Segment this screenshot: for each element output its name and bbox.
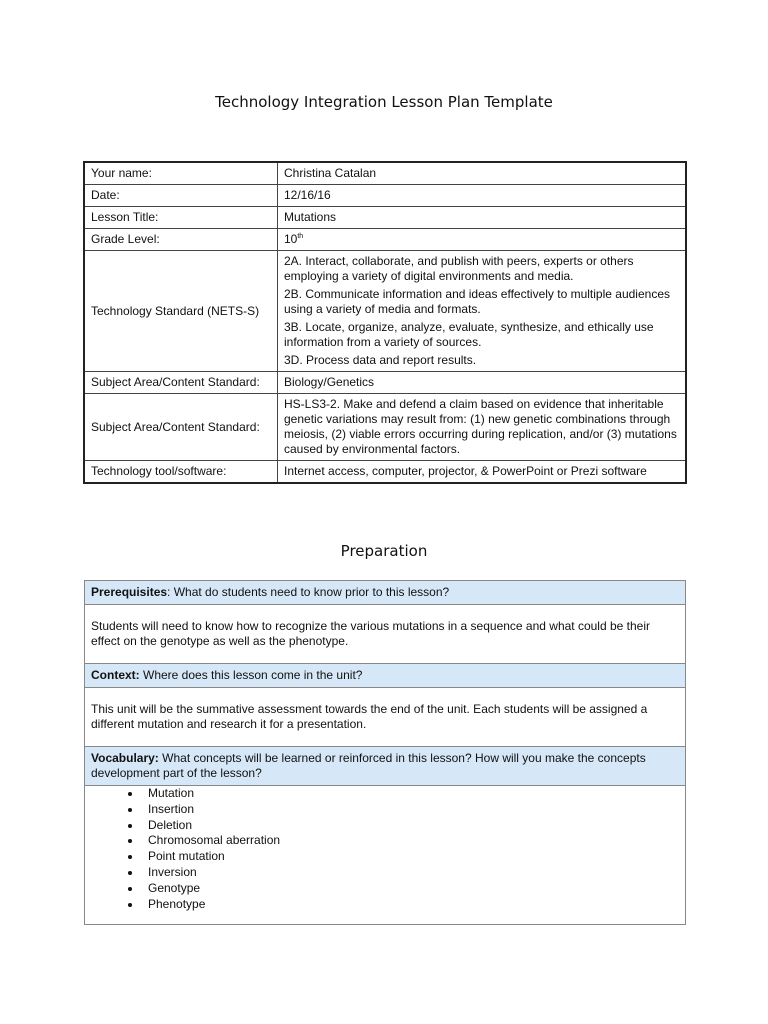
prerequisites-answer: Students will need to know how to recognize the various mutations in a sequence and what could be their effect on the genotype as well as the phenotype. — [85, 605, 686, 664]
table-row — [85, 605, 686, 664]
context-question: Where does this lesson come in the unit? — [139, 668, 363, 682]
tech-tool-value: Internet access, computer, projector, & PowerPoint or Prezi software — [278, 461, 687, 484]
vocabulary-list — [91, 786, 679, 912]
lesson-info-table — [83, 161, 687, 484]
list-item: • Insertion — [142, 802, 679, 818]
content-standard-label: Subject Area/Content Standard: — [84, 394, 278, 461]
table-row — [84, 461, 686, 484]
list-item: • Chromosomal aberration — [142, 833, 679, 849]
list-item: • Mutation — [142, 786, 679, 802]
table-row — [84, 394, 686, 461]
context-header — [85, 664, 686, 688]
table-row — [85, 688, 686, 747]
list-item: • Inversion — [142, 865, 679, 881]
date-label: Date: — [84, 185, 278, 207]
tech-standard-list — [278, 251, 687, 372]
vocabulary-label: Vocabulary: — [91, 751, 159, 765]
grade-level-suffix: th — [297, 233, 304, 240]
table-row — [84, 372, 686, 394]
table-row — [84, 251, 686, 372]
subject-area-label: Subject Area/Content Standard: — [84, 372, 278, 394]
document-title: Technology Integration Lesson Plan Template — [215, 93, 553, 111]
tech-tool-label: Technology tool/software: — [84, 461, 278, 484]
context-label: Context: — [91, 668, 140, 682]
date-value: 12/16/16 — [278, 185, 687, 207]
table-row — [85, 664, 686, 688]
grade-level-value: 10 — [284, 232, 298, 246]
prerequisites-question: : What do students need to know prior to this lesson? — [167, 585, 450, 599]
vocabulary-cell — [85, 786, 686, 925]
name-label: Your name: — [84, 162, 278, 185]
lesson-title-value: Mutations — [278, 207, 687, 229]
prerequisites-label: Prerequisites — [91, 585, 168, 599]
context-answer: This unit will be the summative assessment towards the end of the unit. Each students will be assigned a different mutation and research it for a presentation. — [85, 688, 686, 747]
name-value: Christina Catalan — [278, 162, 687, 185]
tech-standard-item: 3D. Process data and report results. — [284, 353, 477, 367]
tech-standard-item: 2A. Interact, collaborate, and publish with peers, experts or others employing a variety of digital environments and media. — [284, 254, 634, 283]
table-row — [85, 747, 686, 786]
list-item: • Phenotype — [142, 897, 679, 913]
lesson-title-label: Lesson Title: — [84, 207, 278, 229]
table-row — [84, 185, 686, 207]
prerequisites-header — [85, 581, 686, 605]
preparation-table — [84, 580, 686, 925]
table-row — [84, 229, 686, 251]
grade-level-cell — [278, 229, 687, 251]
vocabulary-header — [85, 747, 686, 786]
tech-standard-item: 3B. Locate, organize, analyze, evaluate, synthesize, and ethically use information from a variety of sources. — [284, 320, 654, 349]
tech-standard-item: 2B. Communicate information and ideas effectively to multiple audiences using a variety of media and formats. — [284, 287, 670, 316]
subject-area-value: Biology/Genetics — [278, 372, 687, 394]
list-item: • Deletion — [142, 818, 679, 834]
vocabulary-question: What concepts will be learned or reinforced in this lesson? How will you make the concepts development part of the lesson? — [91, 751, 646, 780]
table-row — [84, 162, 686, 185]
list-item: • Point mutation — [142, 849, 679, 865]
content-standard-value: HS-LS3-2. Make and defend a claim based on evidence that inheritable genetic variations may result from: (1) new genetic combinations through meiosis, (2) viable errors occurring during replication, and/or (3) mutations caused by environmental factors. — [278, 394, 687, 461]
grade-level-label: Grade Level: — [84, 229, 278, 251]
list-item: • Genotype — [142, 881, 679, 897]
table-row — [85, 786, 686, 925]
table-row — [85, 581, 686, 605]
tech-standard-label: Technology Standard (NETS-S) — [84, 251, 278, 372]
table-row — [84, 207, 686, 229]
preparation-heading: Preparation — [340, 542, 428, 560]
